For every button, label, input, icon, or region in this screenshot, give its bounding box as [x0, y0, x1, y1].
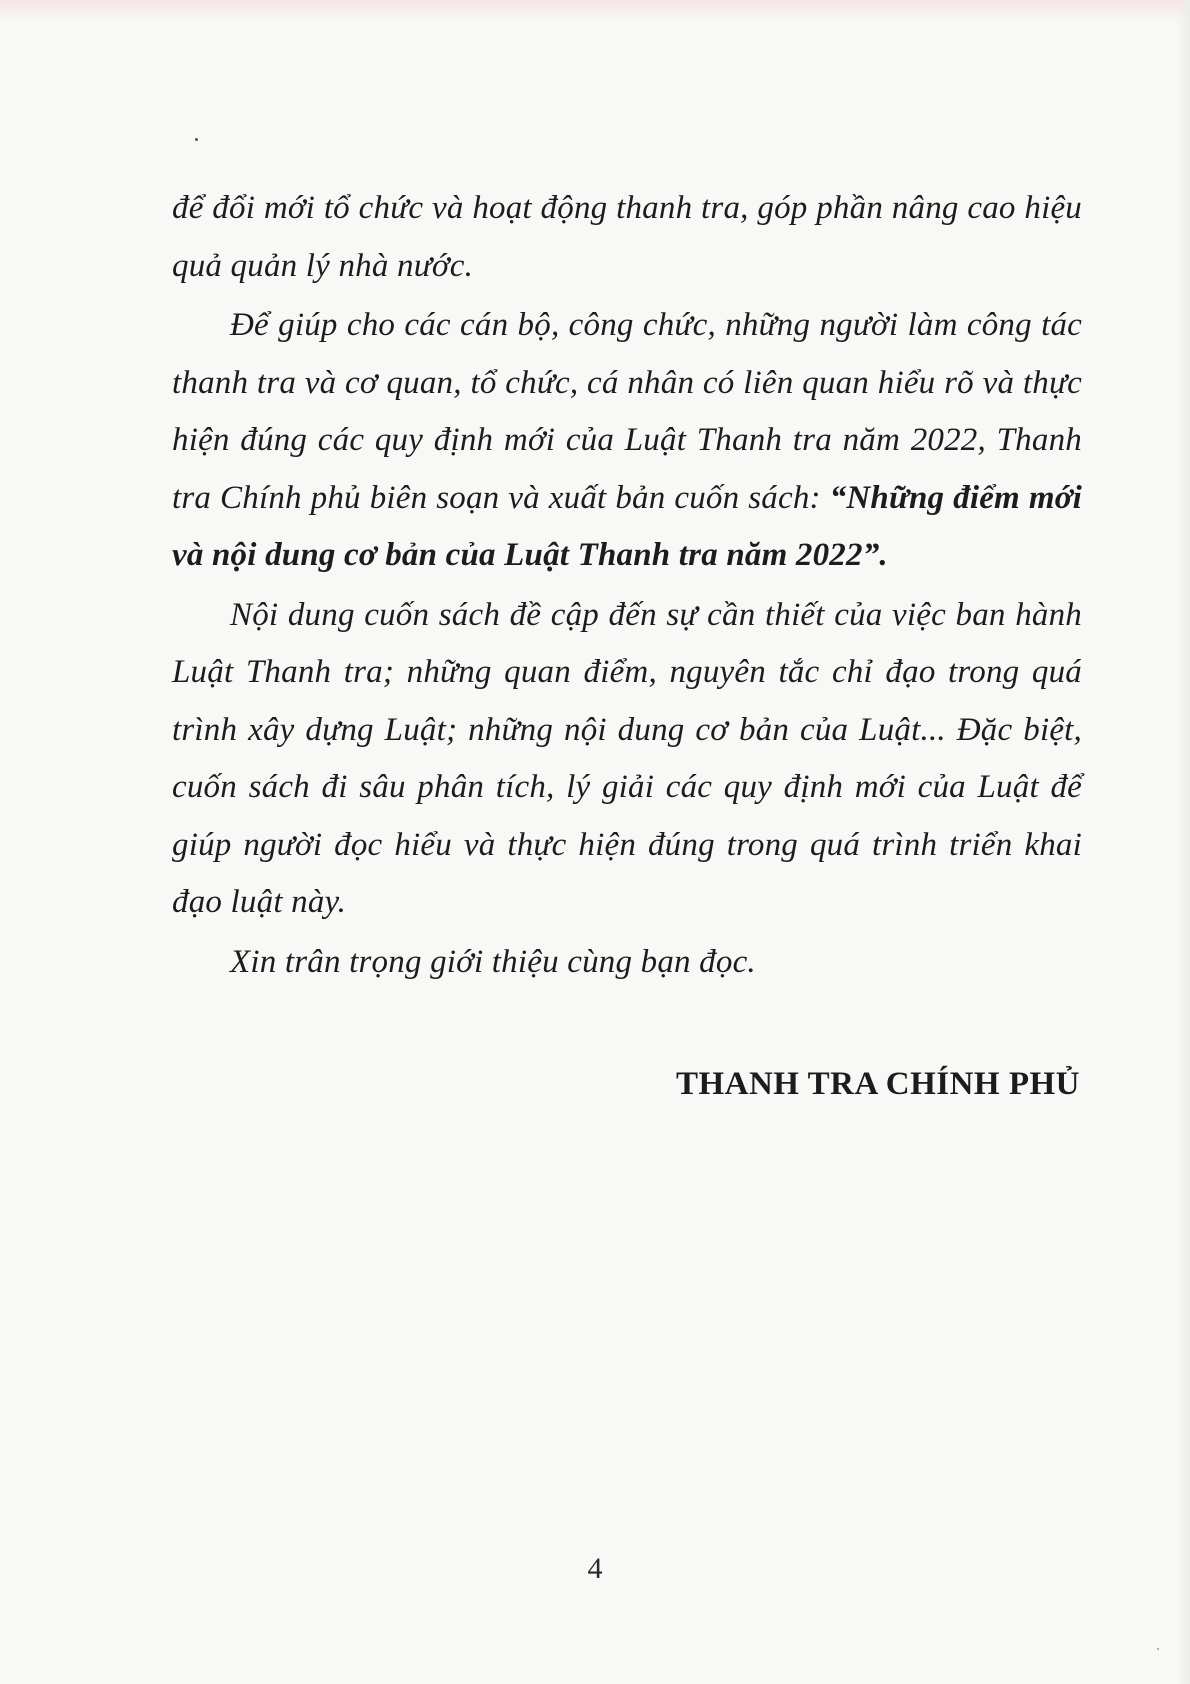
body-text — [172, 180, 1082, 991]
scan-speck — [1157, 1648, 1159, 1650]
paragraph-purpose-text: Để giúp cho các cán bộ, công chức, những người làm công tác thanh tra và cơ quan, tổ chức, cá nhân có liên quan hiểu rõ và thực hiện đúng các quy định mới của Luật Thanh tra năm 2022, Thanh tra Chính phủ biên soạn và xuất bản cuốn sách: — [172, 307, 1082, 516]
scan-speck — [195, 138, 198, 141]
paragraph-closing: Xin trân trọng giới thiệu cùng bạn đọc. — [230, 943, 756, 980]
signature-org: THANH TRA CHÍNH PHỦ — [675, 1066, 1080, 1102]
page-right-edge — [1176, 0, 1190, 1684]
paragraph-content: Nội dung cuốn sách đề cập đến sự cần thiết của việc ban hành Luật Thanh tra; những quan điểm, nguyên tắc chỉ đạo trong quá trình xây dựng Luật; những nội dung cơ bản của Luật... Đặc biệt, cuốn sách đi sâu phân tích, lý giải các quy định mới của Luật để giúp người đọc hiểu và thực hiện đúng trong quá trình triển khai đạo luật này. — [172, 596, 1082, 920]
page-number: 4 — [587, 1552, 603, 1585]
page-top-edge — [0, 0, 1190, 20]
book-title: “Những điểm mới và nội dung cơ bản của Luật Thanh tra năm 2022”. — [172, 479, 1082, 573]
paragraph-purpose — [172, 297, 1082, 585]
paragraph-continuation: để đổi mới tổ chức và hoạt động thanh tra, góp phần nâng cao hiệu quả quản lý nhà nước. — [172, 190, 1082, 284]
